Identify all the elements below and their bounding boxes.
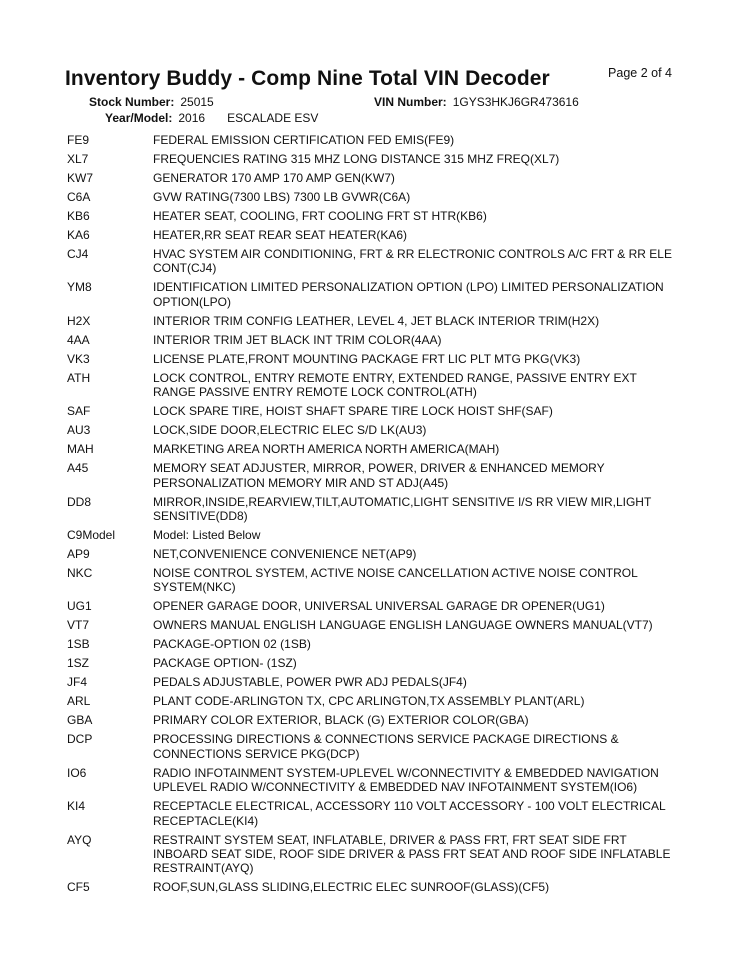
vin-number bbox=[374, 95, 579, 109]
model-value: ESCALADE ESV bbox=[227, 111, 319, 125]
stock-number bbox=[89, 95, 214, 109]
option-description: PRIMARY COLOR EXTERIOR, BLACK (G) EXTERIOR COLOR(GBA) bbox=[153, 713, 529, 728]
option-description: IDENTIFICATION LIMITED PERSONALIZATION OPTION (LPO) LIMITED PERSONALIZATION OPTION(LPO) bbox=[153, 280, 664, 309]
option-row bbox=[67, 599, 681, 613]
option-code: 4AA bbox=[67, 332, 90, 347]
option-description: NET,CONVENIENCE CONVENIENCE NET(AP9) bbox=[153, 547, 417, 562]
option-row bbox=[67, 656, 681, 670]
option-row bbox=[67, 442, 681, 456]
option-code: A45 bbox=[67, 461, 89, 476]
option-row bbox=[67, 314, 681, 328]
option-row bbox=[67, 528, 681, 542]
option-description: PACKAGE OPTION- (1SZ) bbox=[153, 656, 297, 671]
option-description: FEDERAL EMISSION CERTIFICATION FED EMIS(FE9) bbox=[153, 133, 455, 147]
option-code: C6A bbox=[67, 190, 91, 204]
option-code: NKC bbox=[67, 566, 93, 581]
option-description: GVW RATING(7300 LBS) 7300 LB GVWR(C6A) bbox=[153, 190, 411, 204]
option-row bbox=[67, 247, 681, 276]
option-code: KI4 bbox=[67, 799, 86, 814]
vin-number-label: VIN Number: bbox=[374, 95, 447, 109]
option-code: JF4 bbox=[67, 675, 88, 690]
option-description: GENERATOR 170 AMP 170 AMP GEN(KW7) bbox=[153, 171, 395, 185]
option-description: PEDALS ADJUSTABLE, POWER PWR ADJ PEDALS(JF4) bbox=[153, 675, 467, 690]
option-row bbox=[67, 404, 681, 418]
option-code: YM8 bbox=[67, 280, 92, 295]
option-row bbox=[67, 880, 681, 894]
option-description: LICENSE PLATE,FRONT MOUNTING PACKAGE FRT LIC PLT MTG PKG(VK3) bbox=[153, 351, 581, 366]
option-code: AU3 bbox=[67, 423, 91, 438]
option-description: OPENER GARAGE DOOR, UNIVERSAL UNIVERSAL GARAGE DR OPENER(UG1) bbox=[153, 599, 605, 614]
option-row bbox=[67, 637, 681, 651]
option-description: MEMORY SEAT ADJUSTER, MIRROR, POWER, DRIVER & ENHANCED MEMORY PERSONALIZATION MEMORY MIR AND ST ADJ(A45) bbox=[153, 461, 605, 490]
option-description: RESTRAINT SYSTEM SEAT, INFLATABLE, DRIVER & PASS FRT, FRT SEAT SIDE FRT INBOARD SEAT SIDE, ROOF SIDE DRIVER & PASS FRT SEAT AND ROOF SIDE INFLATABLE RESTRAINT(AYQ) bbox=[153, 832, 671, 876]
page-number: Page 2 of 4 bbox=[608, 66, 672, 80]
option-description: MIRROR,INSIDE,REARVIEW,TILT,AUTOMATIC,LIGHT SENSITIVE I/S RR VIEW MIR,LIGHT SENSITIVE(DD8) bbox=[153, 494, 652, 524]
option-code: UG1 bbox=[67, 599, 92, 614]
option-row bbox=[67, 694, 681, 708]
option-code: SAF bbox=[67, 404, 91, 419]
option-row bbox=[67, 618, 681, 632]
option-code: ARL bbox=[67, 694, 91, 709]
option-description: LOCK SPARE TIRE, HOIST SHAFT SPARE TIRE LOCK HOIST SHF(SAF) bbox=[153, 404, 553, 419]
option-description: PLANT CODE-ARLINGTON TX, CPC ARLINGTON,TX ASSEMBLY PLANT(ARL) bbox=[153, 694, 585, 709]
option-row bbox=[67, 732, 681, 761]
option-code: C9Model bbox=[67, 528, 116, 543]
option-description: MARKETING AREA NORTH AMERICA NORTH AMERICA(MAH) bbox=[153, 442, 500, 457]
option-row bbox=[67, 675, 681, 689]
option-row bbox=[67, 171, 681, 185]
option-code: AP9 bbox=[67, 547, 90, 562]
option-row bbox=[67, 152, 681, 166]
option-code: ATH bbox=[67, 370, 91, 385]
option-code: DD8 bbox=[67, 494, 92, 509]
option-row bbox=[67, 228, 681, 242]
year-model-label: Year/Model: bbox=[105, 111, 173, 125]
option-row bbox=[67, 713, 681, 727]
option-row bbox=[67, 352, 681, 366]
option-code: CJ4 bbox=[67, 247, 89, 261]
option-row bbox=[67, 766, 681, 795]
option-description: LOCK CONTROL, ENTRY REMOTE ENTRY, EXTENDED RANGE, PASSIVE ENTRY EXT RANGE PASSIVE ENTRY REMOTE LOCK CONTROL(ATH) bbox=[153, 370, 637, 400]
option-description: OWNERS MANUAL ENGLISH LANGUAGE ENGLISH LANGUAGE OWNERS MANUAL(VT7) bbox=[153, 618, 653, 633]
option-code: H2X bbox=[67, 313, 91, 328]
option-row bbox=[67, 833, 681, 876]
option-description: INTERIOR TRIM CONFIG LEATHER, LEVEL 4, JET BLACK INTERIOR TRIM(H2X) bbox=[153, 313, 600, 328]
option-code: XL7 bbox=[67, 152, 89, 166]
option-description: RECEPTACLE ELECTRICAL, ACCESSORY 110 VOLT ACCESSORY - 100 VOLT ELECTRICAL RECEPTACLE(KI4) bbox=[153, 799, 666, 828]
option-code: KB6 bbox=[67, 209, 90, 223]
option-code: KW7 bbox=[67, 171, 94, 185]
option-code: IO6 bbox=[67, 765, 87, 780]
option-code: 1SB bbox=[67, 637, 90, 652]
option-row bbox=[67, 547, 681, 561]
option-row bbox=[67, 495, 681, 524]
year-model bbox=[105, 111, 318, 125]
document-title: Inventory Buddy - Comp Nine Total VIN Decoder bbox=[65, 67, 550, 90]
option-code: AYQ bbox=[67, 832, 92, 847]
option-row bbox=[67, 133, 681, 147]
option-code: DCP bbox=[67, 732, 93, 747]
option-code-list bbox=[67, 133, 681, 899]
option-description: HEATER SEAT, COOLING, FRT COOLING FRT ST HTR(KB6) bbox=[153, 209, 487, 223]
vin-number-value: 1GYS3HKJ6GR473616 bbox=[452, 95, 579, 109]
option-row bbox=[67, 566, 681, 595]
option-description: INTERIOR TRIM JET BLACK INT TRIM COLOR(4AA) bbox=[153, 332, 442, 347]
option-row bbox=[67, 209, 681, 223]
option-description: Model: Listed Below bbox=[153, 528, 261, 543]
year-value: 2016 bbox=[178, 111, 206, 125]
option-description: LOCK,SIDE DOOR,ELECTRIC ELEC S/D LK(AU3) bbox=[153, 423, 427, 438]
option-description: HVAC SYSTEM AIR CONDITIONING, FRT & RR ELECTRONIC CONTROLS A/C FRT & RR ELE CONT(CJ4) bbox=[153, 247, 672, 276]
option-code: VK3 bbox=[67, 351, 90, 366]
option-row bbox=[67, 371, 681, 400]
option-row bbox=[67, 423, 681, 437]
option-row bbox=[67, 280, 681, 309]
option-code: KA6 bbox=[67, 228, 90, 242]
option-code: CF5 bbox=[67, 880, 90, 895]
option-description: ROOF,SUN,GLASS SLIDING,ELECTRIC ELEC SUNROOF(GLASS)(CF5) bbox=[153, 880, 550, 895]
option-code: VT7 bbox=[67, 618, 90, 633]
option-row bbox=[67, 799, 681, 828]
option-description: NOISE CONTROL SYSTEM, ACTIVE NOISE CANCELLATION ACTIVE NOISE CONTROL SYSTEM(NKC) bbox=[153, 566, 638, 595]
option-row bbox=[67, 190, 681, 204]
option-code: MAH bbox=[67, 442, 94, 457]
option-code: FE9 bbox=[67, 133, 90, 147]
option-code: 1SZ bbox=[67, 656, 90, 671]
option-description: RADIO INFOTAINMENT SYSTEM-UPLEVEL W/CONNECTIVITY & EMBEDDED NAVIGATION UPLEVEL RADIO W/CONNECTIVITY & EMBEDDED NAV INFOTAINMENT SYSTEM(IO6) bbox=[153, 765, 659, 795]
option-description: PACKAGE-OPTION 02 (1SB) bbox=[153, 637, 311, 652]
option-row bbox=[67, 333, 681, 347]
option-description: HEATER,RR SEAT REAR SEAT HEATER(KA6) bbox=[153, 228, 408, 242]
stock-number-label: Stock Number: bbox=[89, 95, 175, 109]
option-description: PROCESSING DIRECTIONS & CONNECTIONS SERVICE PACKAGE DIRECTIONS & CONNECTIONS SERVICE PKG(DCP) bbox=[153, 732, 619, 761]
stock-number-value: 25015 bbox=[180, 95, 214, 109]
option-row bbox=[67, 461, 681, 490]
option-code: GBA bbox=[67, 713, 93, 728]
option-description: FREQUENCIES RATING 315 MHZ LONG DISTANCE 315 MHZ FREQ(XL7) bbox=[153, 152, 560, 166]
